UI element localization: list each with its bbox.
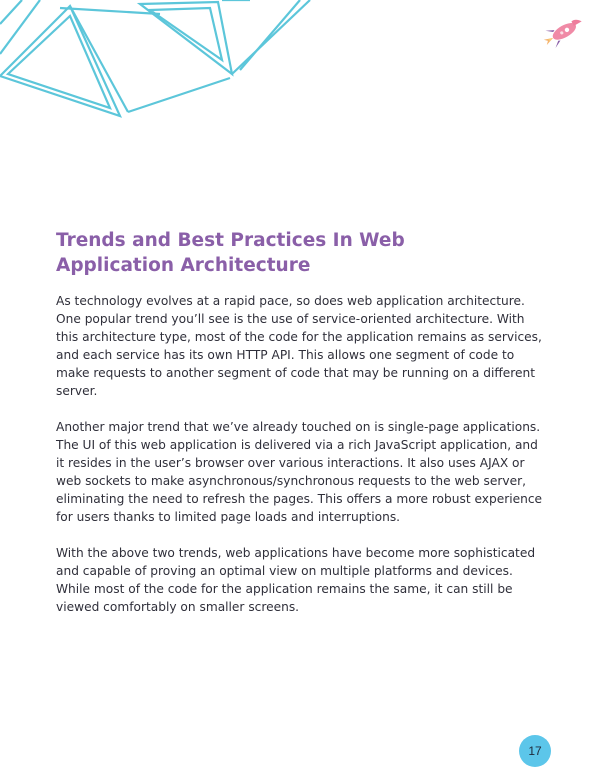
page-title	[56, 228, 516, 278]
triangle-lines-decoration	[0, 0, 320, 120]
page-number-badge: 17	[519, 735, 551, 767]
text-line: Another major trend that we’ve already touched on is single-page applications.	[56, 420, 541, 434]
paragraph	[56, 544, 536, 616]
body-text	[56, 292, 543, 634]
text-line: As technology evolves at a rapid pace, so does web application architecture.	[56, 294, 525, 308]
text-line: for users thanks to limited page loads and interruptions.	[56, 510, 401, 524]
text-line: it resides in the user’s browser over various interactions. It also uses AJAX or	[56, 456, 525, 470]
text-line: this architecture type, most of the code for the application remains as services,	[56, 330, 542, 344]
text-line: eliminating the need to refresh the pages. This offers a more robust experience	[56, 492, 543, 506]
text-line: One popular trend you’ll see is the use of service-oriented architecture. With	[56, 312, 525, 326]
rocket-icon	[540, 14, 586, 48]
title-line: Application Architecture	[56, 255, 311, 276]
text-line: With the above two trends, web applications have become more sophisticated	[56, 546, 536, 560]
text-line: While most of the code for the application remains the same, it can still be	[56, 582, 513, 596]
text-line: viewed comfortably on smaller screens.	[56, 600, 300, 614]
title-line: Trends and Best Practices In Web	[56, 230, 405, 251]
paragraph	[56, 292, 542, 400]
text-line: The UI of this web application is delivered via a rich JavaScript application, and	[56, 438, 538, 452]
text-line: and each service has its own HTTP API. This allows one segment of code to	[56, 348, 515, 362]
text-line: and capable of proving an optimal view on multiple platforms and devices.	[56, 564, 513, 578]
paragraph	[56, 418, 543, 526]
text-line: server.	[56, 384, 98, 398]
text-line: make requests to another segment of code that may be running on a different	[56, 366, 535, 380]
text-line: web sockets to make asynchronous/synchronous requests to the web server,	[56, 474, 526, 488]
